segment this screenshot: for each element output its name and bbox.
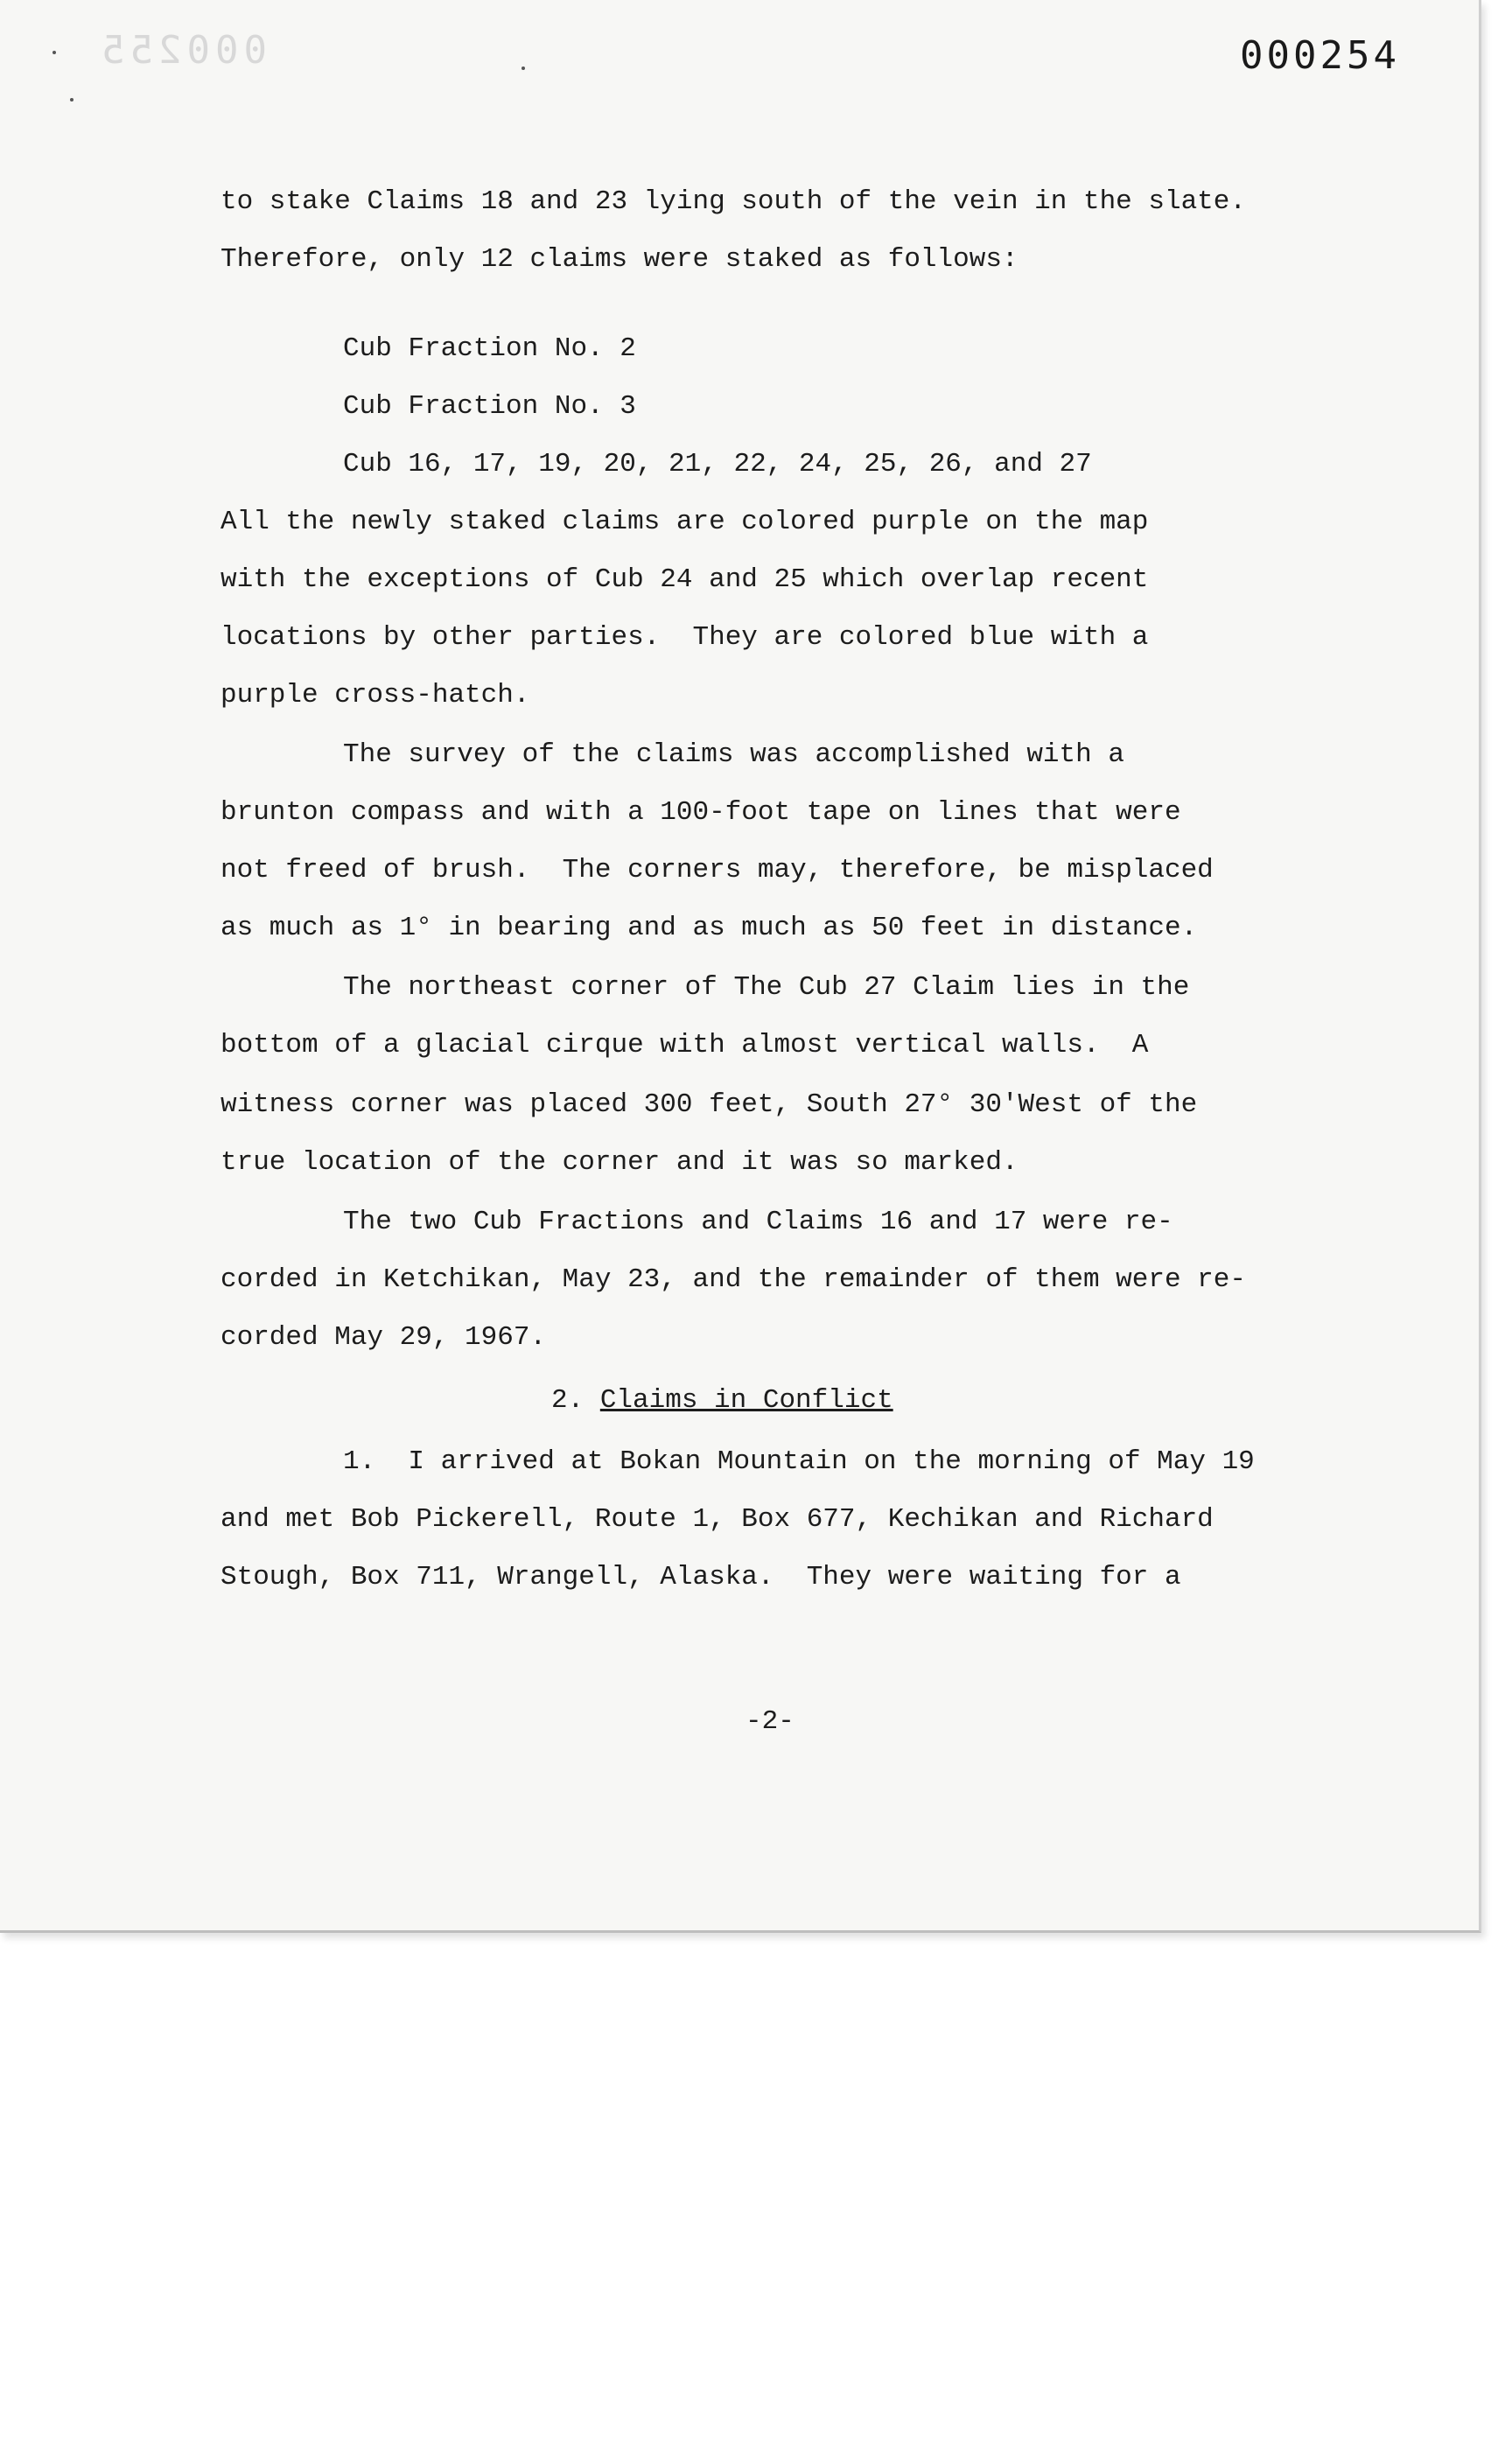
section-number: 2. [551,1385,600,1416]
body-line: The survey of the claims was accomplished with a [343,739,1124,770]
ghost-stamp-number: 000255 [96,28,267,73]
scan-speck [70,98,74,102]
claim-list-item: Cub Fraction No. 3 [343,391,636,422]
scan-speck [522,66,525,70]
body-line: bottom of a glacial cirque with almost vertical walls. A [220,1030,1149,1060]
body-line: true location of the corner and it was so marked. [220,1147,1018,1178]
body-line: not freed of brush. The corners may, therefore, be misplaced [220,855,1214,886]
body-line: corded May 29, 1967. [220,1322,547,1353]
body-line: purple cross-hatch. [220,680,530,710]
body-line: and met Bob Pickerell, Route 1, Box 677, Kechikan and Richard [220,1504,1214,1535]
section-heading [551,1372,893,1430]
body-line: to stake Claims 18 and 23 lying south of the vein in the slate. [220,186,1246,217]
scan-speck [52,51,56,54]
body-line: 1. I arrived at Bokan Mountain on the morning of May 19 [343,1446,1255,1477]
claim-list-item: Cub Fraction No. 2 [343,333,636,364]
body-line: The northeast corner of The Cub 27 Claim lies in the [343,972,1190,1003]
body-line: as much as 1° in bearing and as much as 50 feet in distance. [220,913,1198,943]
body-line: corded in Ketchikan, May 23, and the remainder of them were re- [220,1264,1246,1295]
body-line: The two Cub Fractions and Claims 16 and 17 were re- [343,1207,1173,1237]
page-number: -2- [746,1706,794,1737]
body-line: brunton compass and with a 100-foot tape on lines that were [220,797,1181,828]
body-line: with the exceptions of Cub 24 and 25 which overlap recent [220,564,1149,595]
claim-list-item: Cub 16, 17, 19, 20, 21, 22, 24, 25, 26, and 27 [343,449,1092,480]
body-line: witness corner was placed 300 feet, South 27° 30'West of the [220,1089,1198,1120]
body-line: locations by other parties. They are colored blue with a [220,622,1149,653]
body-line: Stough, Box 711, Wrangell, Alaska. They were waiting for a [220,1562,1181,1592]
section-title: Claims in Conflict [599,1385,893,1416]
stamp-number: 000254 [1240,33,1400,78]
body-line: Therefore, only 12 claims were staked as follows: [220,244,1018,275]
body-line: All the newly staked claims are colored purple on the map [220,507,1149,537]
